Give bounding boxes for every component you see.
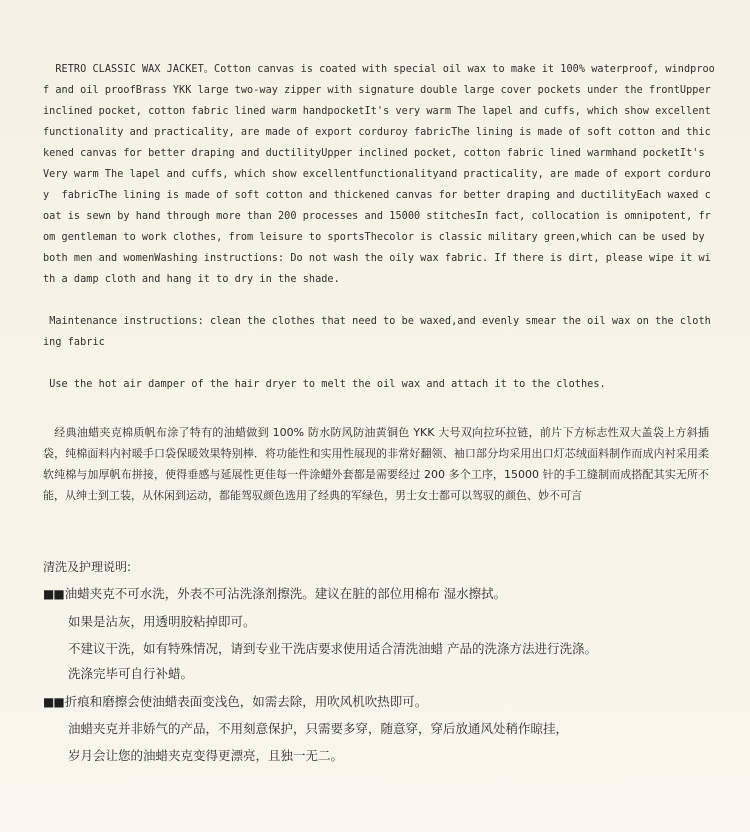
care-line-4: 油蜡夹克并非娇气的产品，不用刻意保护，只需要多穿，随意穿，穿后放通风处稍作晾挂， — [68, 721, 569, 736]
square-bullet-icon: ■■ — [43, 695, 64, 709]
care-line-5: 岁月会让您的油蜡夹克变得更漂亮，且独一无二。 — [68, 748, 344, 763]
care-line-2: 不建议干洗，如有特殊情况，请到专业干洗店要求使用适合清洗油蜡 产品的洗涤方法进行洗涤。 — [68, 641, 597, 656]
care-bullet-1-text: 油蜡夹克不可水洗，外表不可沾洗涤剂擦洗。建议在脏的部位用棉布 湿水擦拭。 — [64, 586, 507, 601]
care-bullet-1 — [43, 585, 506, 603]
care-bullet-2-text: 折痕和磨擦会使油蜡表面变浅色，如需去除，用吹风机吹热即可。 — [64, 694, 428, 709]
english-maintenance-instructions: Maintenance instructions: clean the clothes that need to be waxed,and evenly smear the oil wax on the clothing fabric — [43, 316, 711, 348]
care-line-1: 如果是沾灰，用透明胶粘掉即可。 — [68, 614, 256, 629]
care-bullet-2 — [43, 693, 427, 711]
english-product-description: RETRO CLASSIC WAX JACKET。Cotton canvas is coated with special oil wax to make it 100% waterproof, windproof and oil proofBrass YKK large two-way zipper with signature double large cover pockets under the frontUpper inclined pocket, cotton fabric lined warm handpocketIt's very warm The lapel and cuffs, which show excellent functionality and practicality, are made of export corduroy fabricThe lining is made of soft cotton and thickened canvas for better draping and ductilityUpper inclined pocket, cotton fabric lined warmhand pocketIt's Very warm The lapel and cuffs, which show excellentfunctionalityand practicality, are made of export corduroy fabricThe lining is made of soft cotton and thickened canvas for better draping and ductilityEach waxed coat is sewn by hand through more than 200 processes and 15000 stitchesIn fact, collocation is omnipotent, from gentleman to work clothes, from leisure to sportsThecolor is classic military green,which can be used by both men and womenWashing instructions: Do not wash the oily wax fabric. If there is dirt, please wipe it with a damp cloth and hang it to dry in the shade. — [43, 64, 717, 285]
square-bullet-icon: ■■ — [43, 587, 64, 601]
english-hot-air-instructions: Use the hot air damper of the hair dryer to melt the oil wax and attach it to the clothes. — [43, 379, 606, 390]
chinese-product-description: 经典油蜡夹克棉质帆布涂了特有的油蜡做到 100% 防水防风防油黄铜色 YKK 大号双向拉环拉链，前片下方标志性双大盖袋上方斜插袋，纯棉面料内衬暖手口袋保暖效果特别棒．将功能性和实用性展现的非常好翻领、袖口部分均采用出口灯芯绒面料制作而成内衬采用柔软纯棉与加厚帆布拼接，使得垂感与延展性更佳每一件涂蜡外套都是需要经过 200 多个工序，15000 针的手工缝制而成搭配其实无所不能，从绅士到工装，从休闲到运动，都能驾驭颜色选用了经典的军绿色，男士女士都可以驾驭的颜色、妙不可言 — [43, 426, 709, 502]
care-instructions-title: 清洗及护理说明: — [43, 560, 132, 574]
care-line-3: 洗涤完毕可自行补蜡。 — [68, 666, 194, 681]
